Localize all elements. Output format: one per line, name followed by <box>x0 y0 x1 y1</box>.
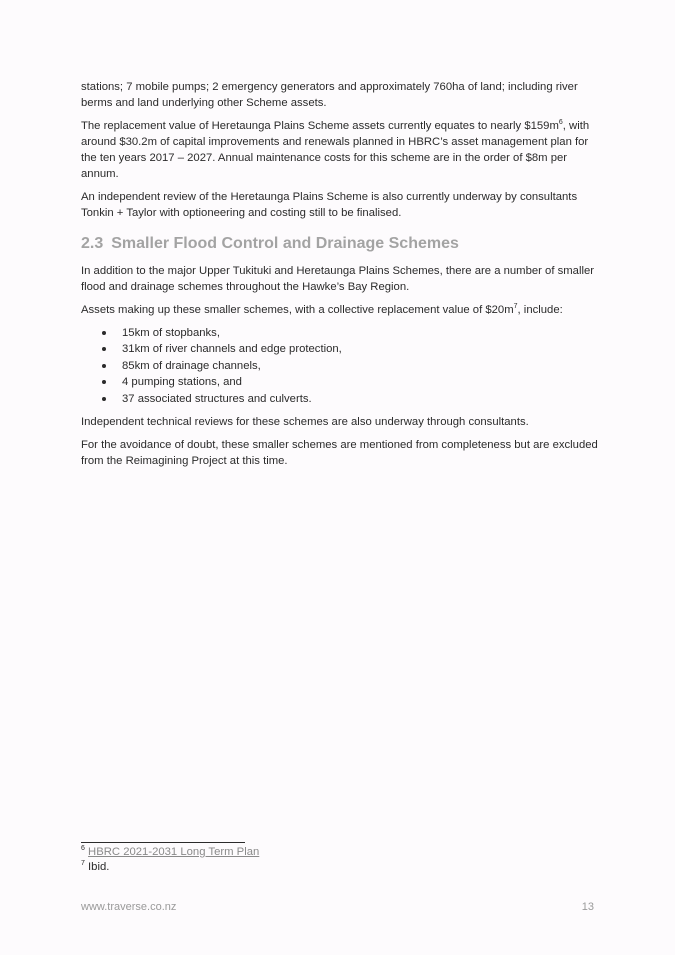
list-item <box>81 358 599 374</box>
footnote-text: Ibid. <box>88 860 110 873</box>
list-item <box>81 391 599 407</box>
bullet-icon <box>102 364 106 368</box>
page-content <box>81 79 599 476</box>
footnote-ref-7[interactable]: 7 <box>513 303 518 311</box>
paragraph-2-text-b: , with around $30.2m of capital improvements and renewals planned in HBRC’s asset management plan for the ten years 2017 – 2027. Annual maintenance costs for this scheme are in the order of $8m per annum. <box>81 120 590 180</box>
footnote-6 <box>81 845 259 860</box>
footnote-divider <box>81 842 245 843</box>
footnote-marker: 7 <box>81 859 85 867</box>
list-item-text: 37 associated structures and culverts. <box>122 392 312 405</box>
footnote-ref-6[interactable]: 6 <box>558 119 563 127</box>
list-item <box>81 374 599 390</box>
list-item <box>81 325 599 341</box>
bullet-icon <box>102 347 106 351</box>
asset-list <box>81 325 599 407</box>
bullet-icon <box>102 380 106 384</box>
page-number: 13 <box>581 901 594 913</box>
paragraph-6: Independent technical reviews for these schemes are also underway through consultants. <box>81 416 529 429</box>
footnote-link[interactable]: HBRC 2021-2031 Long Term Plan <box>88 846 260 858</box>
paragraph-1: stations; 7 mobile pumps; 2 emergency generators and approximately 760ha of land; including river berms and land underlying other Scheme assets. <box>81 81 578 109</box>
footer-website: www.traverse.co.nz <box>81 901 177 913</box>
paragraph-2 <box>81 118 599 182</box>
paragraph-2-text-a: The replacement value of Heretaunga Plains Scheme assets currently equates to nearly $159m <box>81 120 559 132</box>
footnotes <box>81 845 259 874</box>
section-title: Smaller Flood Control and Drainage Schemes <box>111 235 459 252</box>
paragraph-5 <box>81 302 599 318</box>
list-item-text: 4 pumping stations, and <box>122 376 242 389</box>
list-item-text: 85km of drainage channels, <box>122 359 261 372</box>
footnote-marker: 6 <box>81 845 85 853</box>
footnote-7 <box>81 860 259 875</box>
list-item-text: 31km of river channels and edge protection, <box>122 343 342 356</box>
paragraph-5-text-b: , include: <box>517 304 563 316</box>
list-item-text: 15km of stopbanks, <box>122 327 220 339</box>
paragraph-4: In addition to the major Upper Tukituki and Heretaunga Plains Schemes, there are a number of smaller flood and drainage schemes throughout the Hawke’s Bay Region. <box>81 265 595 293</box>
section-heading <box>81 234 599 254</box>
bullet-icon <box>102 331 106 335</box>
bullet-icon <box>102 397 106 401</box>
section-number: 2.3 <box>81 235 104 252</box>
paragraph-3: An independent review of the Heretaunga Plains Scheme is also currently underway by consultants Tonkin + Taylor with optioneering and costing still to be finalised. <box>81 191 578 219</box>
paragraph-7: For the avoidance of doubt, these smaller schemes are mentioned from completeness but are excluded from the Reimagining Project at this time. <box>81 439 598 468</box>
paragraph-5-text-a: Assets making up these smaller schemes, with a collective replacement value of $20m <box>81 304 514 316</box>
list-item <box>81 341 599 357</box>
